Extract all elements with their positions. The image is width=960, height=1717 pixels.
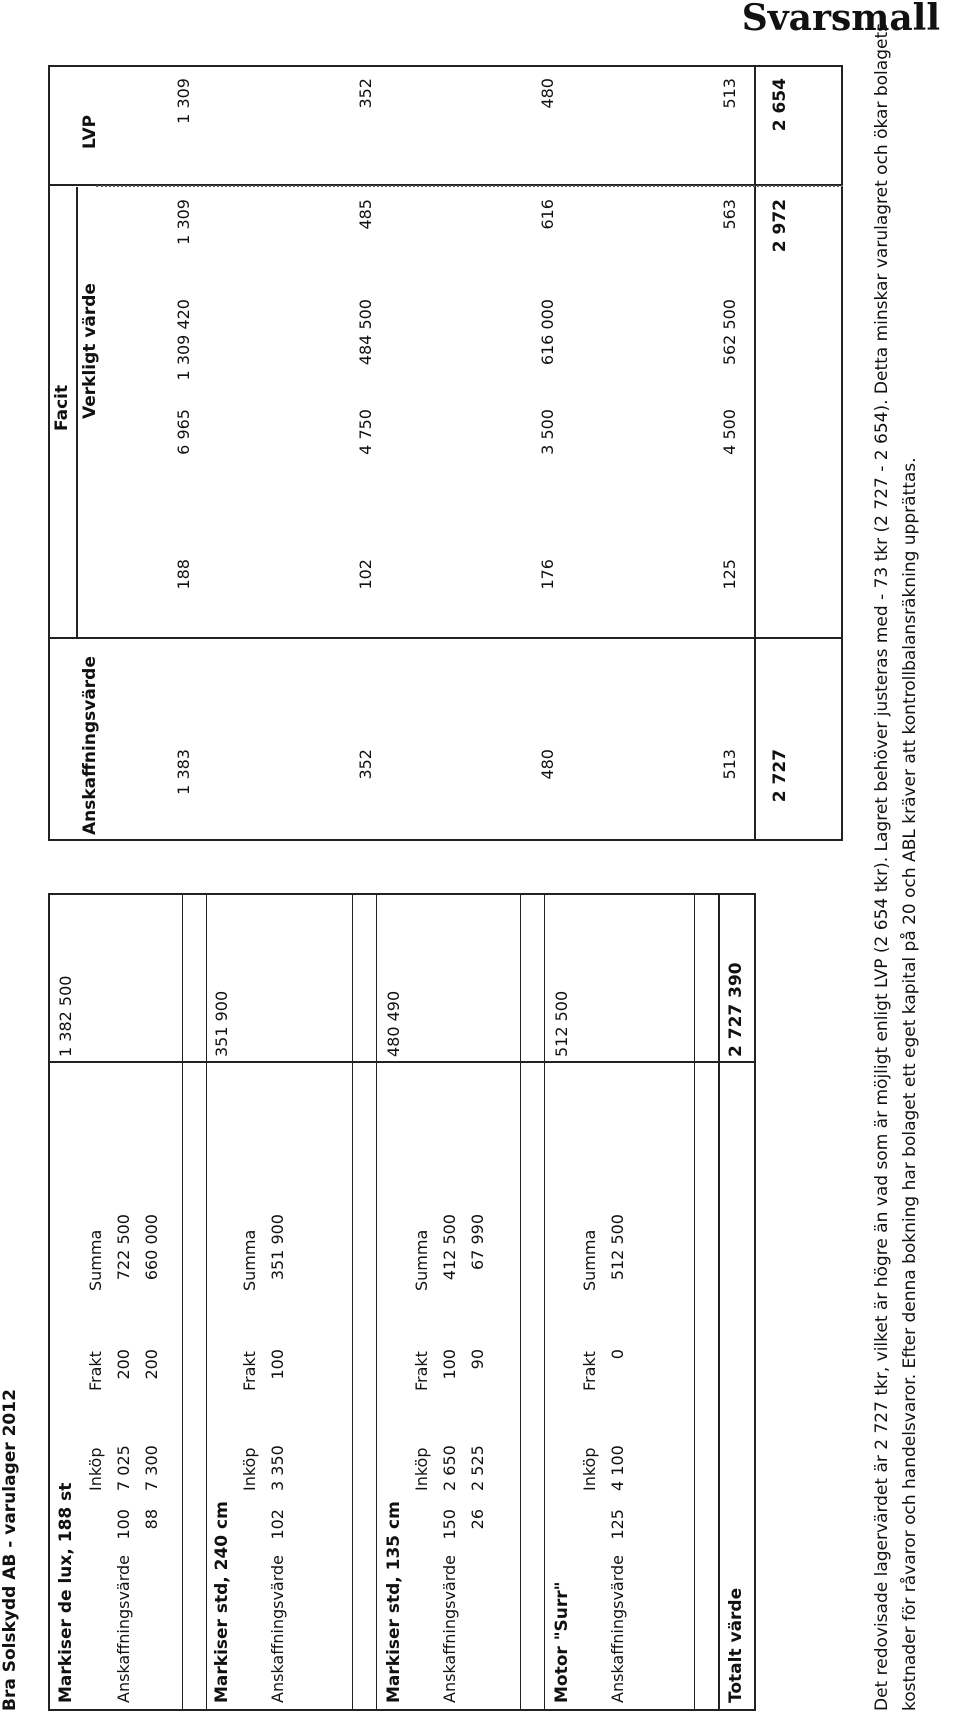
row-label: Anskaffningsvärde	[268, 1554, 287, 1703]
row-summa: 512 500	[608, 1214, 627, 1281]
document-title: Bra Solskydd AB - varulager 2012	[0, 1389, 20, 1711]
verkligt-qty: 102	[356, 559, 375, 590]
facit-table	[48, 65, 843, 841]
row-label: Anskaffningsvärde	[608, 1554, 627, 1703]
verkligt-price: 3 500	[538, 409, 557, 455]
group-total: 351 900	[212, 990, 231, 1057]
row-summa: 722 500	[114, 1214, 133, 1281]
group-separator	[520, 895, 521, 1709]
total-separator	[754, 67, 756, 839]
row-inkop: 7 025	[114, 1445, 133, 1491]
verkligt-price: 4 500	[720, 409, 739, 455]
conclusion-paragraph: Det redovisade lagervärdet är 2 727 tkr, vilket är högre än vad som är möjligt enligt LVP (2 654 tkr). Lagret behöver justeras med - 73 tkr (2 727 - 2 654). Detta minskar varulagret och ökar bolagets kostnader för råvaror och handelsvaror. Efter denna bokning har bolaget ett eget kapital på 20 och ABL kräver att kontrollbalansräkning upprättas.	[872, 23, 920, 1711]
total-label: Totalt värde	[726, 1587, 746, 1703]
col-lvp: LVP	[80, 114, 100, 149]
row-inkop: 4 100	[608, 1445, 627, 1491]
row-summa: 660 000	[142, 1214, 161, 1281]
group-name: Motor "Surr"	[552, 1581, 572, 1703]
verkligt-price: 6 965	[174, 409, 193, 455]
verkligt-value: 1 309	[174, 199, 193, 245]
group-name: Markiser std, 135 cm	[384, 1501, 404, 1703]
dotted-divider	[96, 185, 843, 187]
row-inkop: 3 350	[268, 1445, 287, 1491]
col-ansk: Anskaffningsvärde	[80, 656, 100, 835]
verkligt-price: 4 750	[356, 409, 375, 455]
row-inkop: 2 525	[468, 1445, 487, 1491]
total-ansk: 2 727	[770, 749, 790, 803]
verkligt-qty: 125	[720, 559, 739, 590]
group-separator	[206, 895, 207, 1709]
group-separator	[352, 895, 353, 1709]
verkligt-product: 484 500	[356, 299, 375, 366]
row-frakt: 100	[440, 1349, 459, 1380]
col-inkop: Inköp	[580, 1447, 599, 1491]
group-total: 480 490	[384, 990, 403, 1057]
verkligt-value: 563	[720, 199, 739, 230]
row-qty: 102	[268, 1509, 287, 1540]
verkligt-value: 616	[538, 199, 557, 230]
row-qty: 125	[608, 1509, 627, 1540]
col-inkop: Inköp	[86, 1447, 105, 1491]
ansk-value: 1 383	[174, 749, 193, 795]
inventory-table	[48, 893, 756, 1711]
row-frakt: 90	[468, 1349, 487, 1370]
col-frakt: Frakt	[412, 1351, 431, 1391]
group-separator	[376, 895, 377, 1709]
row-frakt: 100	[268, 1349, 287, 1380]
group-name: Markiser std, 240 cm	[212, 1501, 232, 1703]
col-verkligt: Verkligt värde	[80, 283, 100, 419]
col-frakt: Frakt	[86, 1351, 105, 1391]
ansk-value: 480	[538, 749, 557, 780]
group-separator	[694, 895, 695, 1709]
col-frakt: Frakt	[240, 1351, 259, 1391]
verkligt-qty: 188	[174, 559, 193, 590]
col-summa: Summa	[240, 1229, 259, 1291]
row-label: Anskaffningsvärde	[440, 1554, 459, 1703]
col-summa: Summa	[580, 1229, 599, 1291]
page-heading: Svarsmall	[741, 0, 940, 39]
group-total: 1 382 500	[56, 975, 75, 1057]
verkligt-value: 485	[356, 199, 375, 230]
row-summa: 351 900	[268, 1214, 287, 1281]
total-separator	[718, 895, 720, 1709]
group-separator	[182, 895, 183, 1709]
col-inkop: Inköp	[240, 1447, 259, 1491]
ansk-value: 352	[356, 749, 375, 780]
col-inkop: Inköp	[412, 1447, 431, 1491]
lvp-value: 1 309	[174, 78, 193, 124]
verkligt-product: 1 309 420	[174, 299, 193, 381]
total-value: 2 727 390	[726, 962, 746, 1057]
row-frakt: 200	[114, 1349, 133, 1380]
col-summa: Summa	[86, 1229, 105, 1291]
verkligt-product: 616 000	[538, 299, 557, 366]
total-verkligt: 2 972	[770, 199, 790, 253]
lvp-value: 513	[720, 78, 739, 109]
row-qty: 88	[142, 1509, 161, 1530]
row-inkop: 2 650	[440, 1445, 459, 1491]
ansk-value: 513	[720, 749, 739, 780]
row-summa: 67 990	[468, 1214, 487, 1270]
row-qty: 26	[468, 1509, 487, 1530]
verkligt-product: 562 500	[720, 299, 739, 366]
group-name: Markiser de lux, 188 st	[56, 1482, 76, 1703]
row-label: Anskaffningsvärde	[114, 1554, 133, 1703]
total-column-divider	[50, 1061, 754, 1063]
row-frakt: 0	[608, 1349, 627, 1360]
lvp-value: 352	[356, 78, 375, 109]
row-inkop: 7 300	[142, 1445, 161, 1491]
total-lvp: 2 654	[770, 78, 790, 132]
group-total: 512 500	[552, 990, 571, 1057]
col-divider	[50, 637, 841, 639]
row-summa: 412 500	[440, 1214, 459, 1281]
facit-header: Facit	[52, 384, 72, 431]
group-separator	[544, 895, 545, 1709]
col-frakt: Frakt	[580, 1351, 599, 1391]
lvp-value: 480	[538, 78, 557, 109]
row-qty: 100	[114, 1509, 133, 1540]
facit-underline	[76, 187, 78, 639]
row-qty: 150	[440, 1509, 459, 1540]
col-summa: Summa	[412, 1229, 431, 1291]
verkligt-qty: 176	[538, 559, 557, 590]
row-frakt: 200	[142, 1349, 161, 1380]
